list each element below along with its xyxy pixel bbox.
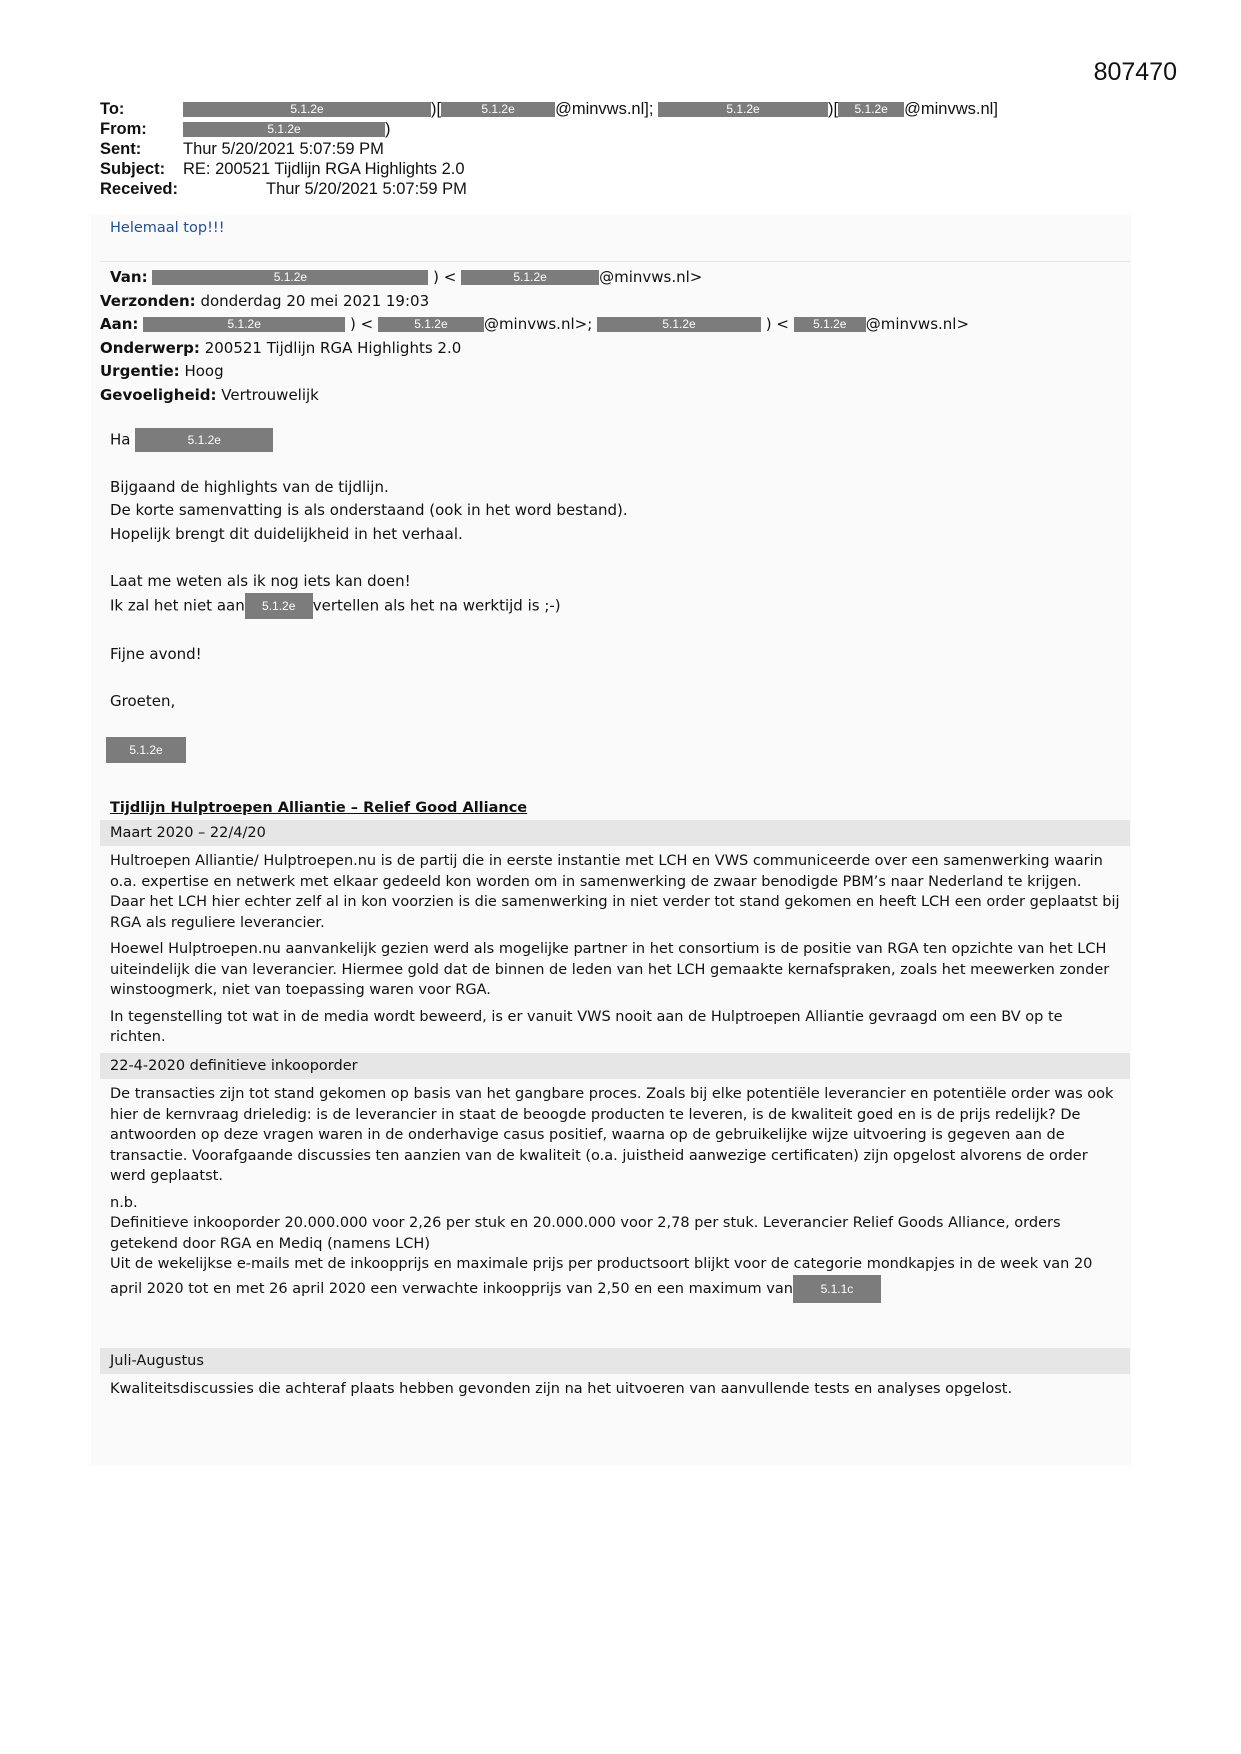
message-line: Groeten, <box>110 691 176 710</box>
to-row: To: 5.1.2e )[ 5.1.2e @minvws.nl]; 5.1.2e )[ 5.1.2e @minvws.nl] <box>100 100 998 118</box>
sent-label: Sent: <box>100 140 142 158</box>
email-header <box>100 99 1140 199</box>
to-domain: @minvws.nl]; <box>555 100 654 118</box>
section-body <box>100 1374 1130 1410</box>
redacted-block: 5.1.2e <box>441 102 555 117</box>
aan-domain-1: @minvws.nl>; <box>483 315 593 333</box>
gevoeligheid-row <box>100 384 1130 408</box>
timeline-section <box>100 798 1130 1410</box>
from-row: From: 5.1.2e ) <box>100 120 391 138</box>
paragraph: De transacties zijn tot stand gekomen op basis van het gangbare proces. Zoals bij elke potentiële leverancier en potentiële order was ook hier de kernvraag drieledig: is de leverancier in staat de beoogde producten te leveren, is de kwaliteit goed en is de prijs redelijk? De antwoorden op deze vragen waren in de onderhavige casus positief, waarna op de gebruikelijke wijze uitvoering is gegeven aan de transactie. Voorafgaande discussies ten aanzien van de kwaliteit (o.a. juistheid aanwezige certificaten) zijn opgelost alvorens de order werd geplaatst. <box>110 1086 1114 1184</box>
document-number: 807470 <box>1093 58 1177 86</box>
received-label: Received: <box>100 180 178 198</box>
redacted-block: 5.1.2e <box>135 428 273 452</box>
redacted-block: 5.1.2e <box>794 317 866 332</box>
greeting-line: Ha 5.1.2e <box>110 428 1110 452</box>
paragraph: Definitieve inkooporder 20.000.000 voor 2,26 per stuk en 20.000.000 voor 2,78 per stuk. Leverancier Relief Goods Alliance, orders getekend door RGA en Mediq (namens LCH) <box>110 1215 1061 1252</box>
van-row: Van: 5.1.2e ) < 5.1.2e @minvws.nl> <box>100 266 1130 290</box>
section-heading: Maart 2020 – 22/4/20 <box>100 820 1130 847</box>
redacted-block: 5.1.2e <box>183 102 431 117</box>
redacted-block: 5.1.2e <box>143 317 345 332</box>
reply-text: Helemaal top!!! <box>110 220 225 236</box>
onderwerp-label: Onderwerp: <box>100 338 200 357</box>
verzonden-value: donderdag 20 mei 2021 19:03 <box>200 291 430 310</box>
verzonden-row <box>100 290 1130 314</box>
section-heading: 22-4-2020 definitieve inkooporder <box>100 1053 1130 1080</box>
redacted-block: 5.1.2e <box>658 102 828 117</box>
subject-row <box>100 159 1140 179</box>
received-value: Thur 5/20/2021 5:07:59 PM <box>266 180 467 198</box>
redacted-block: 5.1.1c <box>793 1275 881 1303</box>
section-body <box>100 1079 1130 1307</box>
subject-value: RE: 200521 Tijdlijn RGA Highlights 2.0 <box>183 160 465 178</box>
section-body <box>100 846 1130 1052</box>
section-heading: Juli-Augustus <box>100 1348 1130 1375</box>
message-line: Hopelijk brengt dit duidelijkheid in het verhaal. <box>110 524 463 543</box>
to-label: To: <box>100 100 125 118</box>
urgentie-value: Hoog <box>184 362 224 380</box>
gevoeligheid-value: Vertrouwelijk <box>221 385 319 404</box>
divider <box>100 261 1130 262</box>
redacted-block: 5.1.2e <box>461 270 599 285</box>
redacted-block: 5.1.2e <box>183 122 385 137</box>
redacted-block: 5.1.2e <box>245 593 313 619</box>
redacted-block: 5.1.2e <box>378 317 484 332</box>
signature <box>106 737 1110 763</box>
aan-label: Aan: <box>100 315 139 333</box>
aan-row: Aan: 5.1.2e ) < 5.1.2e @minvws.nl>; 5.1.2e ) < 5.1.2e @minvws.nl> <box>100 315 970 333</box>
redacted-block: 5.1.2e <box>597 317 761 332</box>
urgentie-row <box>100 360 1130 384</box>
paragraph: In tegenstelling tot wat in de media wordt beweerd, is er vanuit VWS nooit aan de Hulptroepen Alliantie gevraagd om een BV op te richten. <box>110 1008 1063 1045</box>
aan-domain-2: @minvws.nl> <box>865 315 970 333</box>
from-label: From: <box>100 120 147 138</box>
paragraph: Uit de wekelijkse e-mails met de inkoopprijs en maximale prijs per productsoort blijkt voor de categorie mondkapjes in de week van 20 april 2020 tot en met 26 april 2020 een verwachte inkoopprijs van 2,50 en een maximum van 5.1.1c <box>110 1254 1120 1303</box>
van-label: Van: <box>110 268 148 286</box>
redacted-block: 5.1.2e <box>838 102 904 117</box>
onderwerp-row <box>100 337 1130 361</box>
paragraph: Kwaliteitsdiscussies die achteraf plaats hebben gevonden zijn na het uitvoeren van aanvullende tests en analyses opgelost. <box>110 1381 1013 1397</box>
message-line: Bijgaand de highlights van de tijdlijn. <box>110 477 389 496</box>
message-body <box>110 428 1110 763</box>
gevoeligheid-label: Gevoeligheid: <box>100 385 217 404</box>
forwarded-header <box>100 266 1130 407</box>
message-line: Fijne avond! <box>110 644 202 663</box>
timeline-title: Tijdlijn Hulptroepen Alliantie – Relief Good Alliance <box>110 800 528 816</box>
sent-row <box>100 139 1140 159</box>
message-line: Ik zal het niet aan 5.1.2e vertellen als het na werktijd is ;-) <box>110 593 1110 619</box>
urgentie-label: Urgentie: <box>100 362 180 380</box>
redacted-block: 5.1.2e <box>152 270 428 285</box>
message-line: Laat me weten als ik nog iets kan doen! <box>110 571 411 590</box>
paragraph: Hoewel Hulptroepen.nu aanvankelijk gezien werd als mogelijke partner in het consortium is de positie van RGA ten opzichte van het LCH uiteindelijk die van leverancier. Hiermee gold dat de binnen de leden van het LCH gemaakte kernafspraken, zoals het meewerken zonder winstoogmerk, niet van toepassing waren voor RGA. <box>110 941 1110 998</box>
sent-value: Thur 5/20/2021 5:07:59 PM <box>183 140 384 158</box>
paragraph: Hultroepen Alliantie/ Hulptroepen.nu is de partij die in eerste instantie met LCH en VWS communiceerde over een samenwerking waarin o.a. expertise en netwerk met elkaar gedeeld kon worden om in samenwerking de zwaar benodigde PBM’s naar Nederland te krijgen. Daar het LCH hier echter zelf al in kon voorzien is die samenwerking in niet verder tot stand gekomen en heeft LCH een order geplaatst bij RGA als reguliere leverancier. <box>110 853 1120 931</box>
subject-label: Subject: <box>100 160 166 178</box>
paragraph: n.b. <box>110 1194 138 1211</box>
redacted-block: 5.1.2e <box>106 737 186 763</box>
to-domain-2: @minvws.nl] <box>904 100 998 118</box>
onderwerp-value: 200521 Tijdlijn RGA Highlights 2.0 <box>204 338 462 357</box>
received-row <box>100 179 1140 199</box>
van-domain: @minvws.nl> <box>599 268 703 286</box>
verzonden-label: Verzonden: <box>100 291 196 310</box>
message-line: De korte samenvatting is als onderstaand (ook in het word bestand). <box>110 501 628 519</box>
